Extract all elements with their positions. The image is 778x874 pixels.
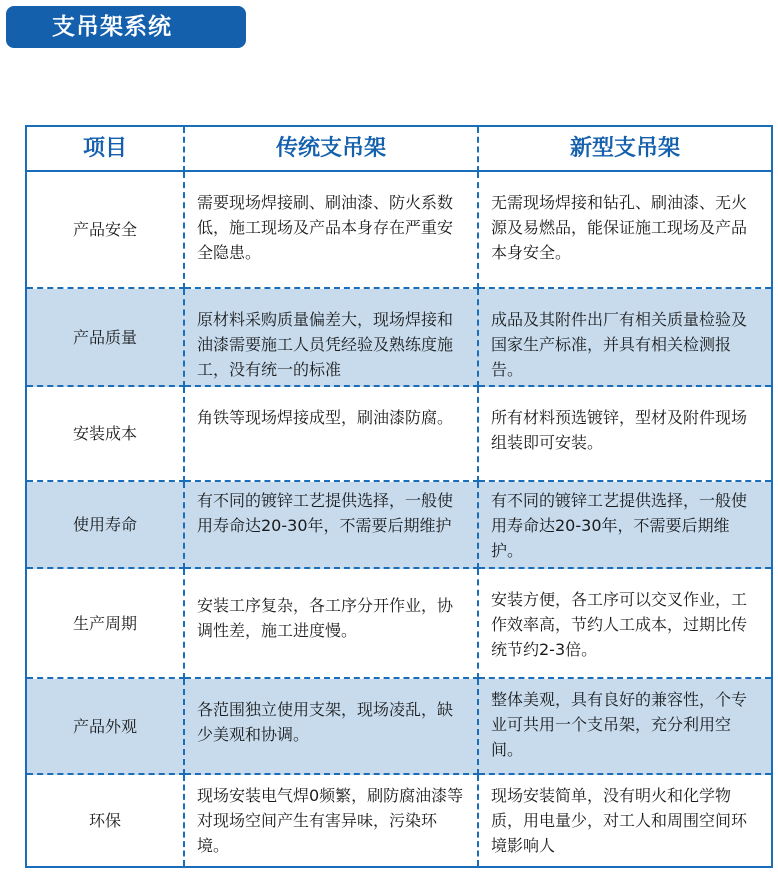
row-label: 产品质量 xyxy=(27,289,185,387)
traditional-cell: 各范围独立使用支架，现场凌乱，缺少美观和协调。 xyxy=(185,679,479,775)
row-label: 产品安全 xyxy=(27,172,185,289)
row-label: 安装成本 xyxy=(27,387,185,482)
page-title: 支吊架系统 xyxy=(6,6,246,48)
traditional-cell: 原材料采购质量偏差大，现场焊接和油漆需要施工人员凭经验及熟练度施工，没有统一的标准 xyxy=(185,289,479,387)
traditional-cell: 角铁等现场焊接成型，刷油漆防腐。 xyxy=(185,387,479,482)
header-traditional: 传统支吊架 xyxy=(185,127,479,172)
traditional-cell: 现场安装电气焊0频繁，刷防腐油漆等对现场空间产生有害异味，污染环境。 xyxy=(185,775,479,866)
row-label: 生产周期 xyxy=(27,569,185,679)
traditional-cell: 有不同的镀锌工艺提供选择，一般使用寿命达20-30年，不需要后期维护 xyxy=(185,482,479,569)
comparison-table xyxy=(25,125,773,868)
header-item: 项目 xyxy=(27,127,185,172)
new-cell: 成品及其附件出厂有相关质量检验及国家生产标准，并具有相关检测报告。 xyxy=(479,289,771,387)
row-label: 产品外观 xyxy=(27,679,185,775)
new-cell: 无需现场焊接和钻孔、刷油漆、无火源及易燃品，能保证施工现场及产品本身安全。 xyxy=(479,172,771,289)
new-cell: 整体美观，具有良好的兼容性，个专业可共用一个支吊架，充分利用空间。 xyxy=(479,679,771,775)
traditional-cell: 安装工序复杂，各工序分开作业，协调性差，施工进度慢。 xyxy=(185,569,479,679)
new-cell: 所有材料预选镀锌，型材及附件现场组装即可安装。 xyxy=(479,387,771,482)
new-cell: 有不同的镀锌工艺提供选择，一般使用寿命达20-30年，不需要后期维护。 xyxy=(479,482,771,569)
header-new: 新型支吊架 xyxy=(479,127,771,172)
row-label: 使用寿命 xyxy=(27,482,185,569)
row-label: 环保 xyxy=(27,775,185,866)
new-cell: 安装方便，各工序可以交叉作业，工作效率高，节约人工成本，过期比传统节约2-3倍。 xyxy=(479,569,771,679)
new-cell: 现场安装简单，没有明火和化学物质，用电量少，对工人和周围空间环境影响人 xyxy=(491,786,748,855)
traditional-cell: 需要现场焊接刷、刷油漆、防火系数低，施工现场及产品本身存在严重安全隐患。 xyxy=(185,172,479,289)
